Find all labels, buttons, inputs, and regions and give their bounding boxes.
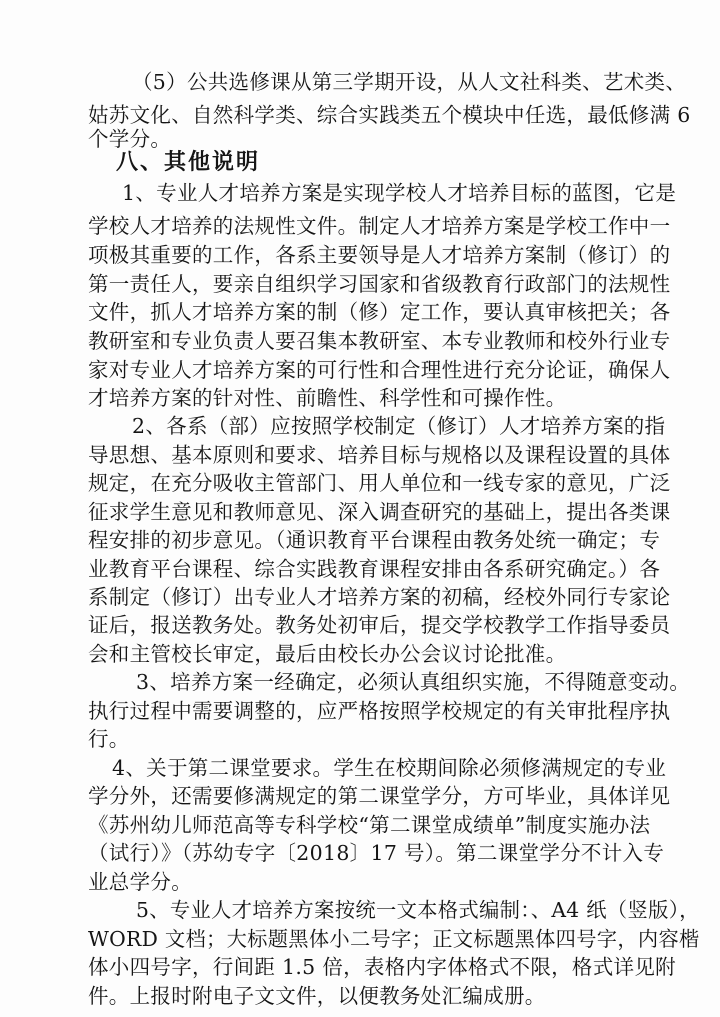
text-line: 2、各系（部）应按照学校制定（修订）人才培养方案的指 (132, 414, 666, 438)
text-line: 行。 (88, 727, 130, 751)
text-line: （试行）》（苏幼专字〔2018〕17 号）。第二课堂学分不计入专 (88, 841, 665, 865)
text-line: 家对专业人才培养方案的可行性和合理性进行充分论证，确保人 (88, 358, 671, 382)
text-line: 《苏州幼儿师范高等专科学校“第二课堂成绩单”制度实施办法 (88, 813, 651, 837)
text-line: 业总学分。 (88, 870, 192, 894)
text-line: 系制定（修订）出专业人才培养方案的初稿，经校外同行专家论 (88, 585, 671, 609)
text-line: 个学分。 (88, 127, 172, 151)
text-line: 学校人才培养的法规性文件。制定人才培养方案是学校工作中一 (88, 214, 671, 238)
text-line: 3、培养方案一经确定，必须认真组织实施，不得随意变动。 (136, 670, 691, 694)
text-line: 征求学生意见和教师意见、深入调查研究的基础上，提出各类课 (88, 500, 671, 524)
text-line: （5）公共选修课从第三学期开设，从人文社科类、艺术类、 (132, 70, 687, 94)
text-line: 4、关于第二课堂要求。学生在校期间除必须修满规定的专业 (112, 756, 667, 780)
text-line: 第一责任人，要亲自组织学习国家和省级教育行政部门的法规性 (88, 272, 671, 296)
text-line: WORD 文档；大标题黑体小二号字；正文标题黑体四号字，内容楷 (88, 927, 700, 951)
text-line: 文件，抓人才培养方案的制（修）定工作，要认真审核把关；各 (88, 300, 671, 324)
text-line: 导思想、基本原则和要求、培养目标与规格以及课程设置的具体 (88, 443, 671, 467)
text-line: 学分外，还需要修满规定的第二课堂学分，方可毕业，具体详见 (88, 784, 671, 808)
text-line: 才培养方案的针对性、前瞻性、科学性和可操作性。 (88, 386, 567, 410)
text-line: 教研室和专业负责人要召集本教研室、本专业教师和校外行业专 (88, 329, 671, 353)
text-line: 规定，在充分吸收主管部门、用人单位和一线专家的意见，广泛 (88, 471, 671, 495)
text-line: 件。上报时附电子文文件，以便教务处汇编成册。 (88, 984, 546, 1008)
text-line: 1、专业人才培养方案是实现学校人才培养目标的蓝图，它是 (122, 181, 677, 205)
text-line: 体小四号字，行间距 1.5 倍，表格内字体格式不限，格式详见附 (88, 955, 676, 979)
text-line: 姑苏文化、自然科学类、综合实践类五个模块中任选，最低修满 6 (88, 103, 691, 127)
text-line: 业教育平台课程、综合实践教育课程安排由各系研究确定。）各 (88, 557, 661, 581)
text-line: 程安排的初步意见。（通识教育平台课程由教务处统一确定；专 (88, 528, 661, 552)
section-heading: 八、其他说明 (116, 150, 261, 175)
text-line: 5、专业人才培养方案按统一文本格式编制：、A4 纸（竖版）， (136, 898, 700, 922)
text-line: 执行过程中需要调整的，应严格按照学校规定的有关审批程序执 (88, 699, 671, 723)
text-line: 项极其重要的工作，各系主要领导是人才培养方案制（修订）的 (88, 243, 671, 267)
text-line: 会和主管校长审定，最后由校长办公会议讨论批准。 (88, 642, 567, 666)
text-line: 证后，报送教务处。教务处初审后，提交学校教学工作指导委员 (88, 613, 671, 637)
